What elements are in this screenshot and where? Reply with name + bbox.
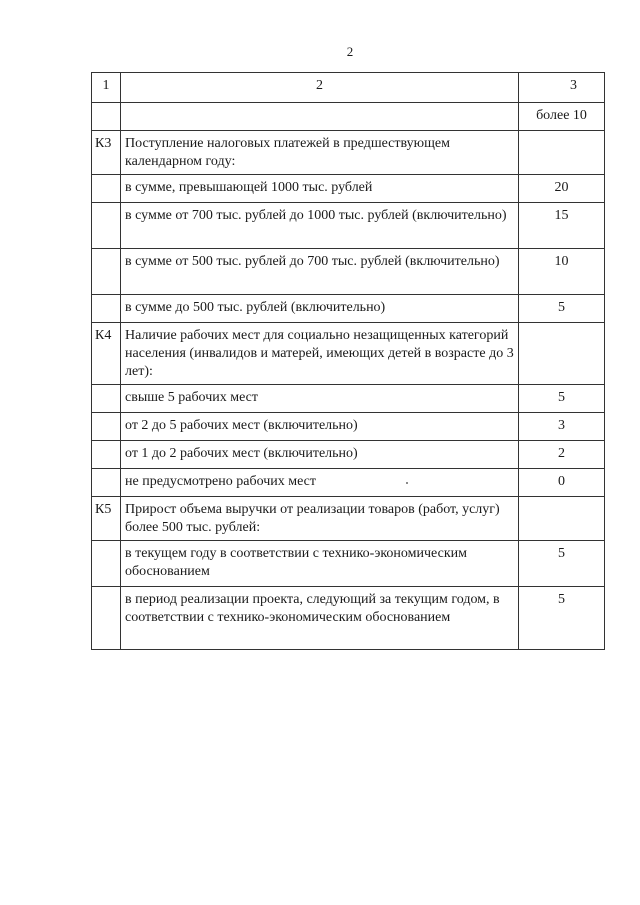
- table-row: [92, 103, 605, 131]
- row-code: [92, 249, 121, 295]
- table-row: [92, 413, 605, 441]
- header-cell-3: 3: [519, 73, 605, 103]
- row-text: в сумме, превышающей 1000 тыс. рублей: [121, 175, 519, 203]
- table-row: [92, 469, 605, 497]
- table-row: [92, 541, 605, 587]
- header-cell-1: 1: [92, 73, 121, 103]
- row-code: [92, 385, 121, 413]
- row-value: более 10: [519, 103, 605, 131]
- table-row: [92, 587, 605, 650]
- row-value: [519, 131, 605, 175]
- row-text: в текущем году в соответствии с технико-экономическим обоснованием: [121, 541, 519, 587]
- table-row: [92, 385, 605, 413]
- row-code: [92, 469, 121, 497]
- row-text: свыше 5 рабочих мест: [121, 385, 519, 413]
- row-code: [92, 175, 121, 203]
- scan-speck: [406, 482, 408, 484]
- row-value: 0: [519, 469, 605, 497]
- row-text: в сумме до 500 тыс. рублей (включительно): [121, 295, 519, 323]
- row-value: 5: [519, 587, 605, 650]
- row-value: 3: [519, 413, 605, 441]
- row-text: Поступление налоговых платежей в предшествующем календарном году:: [121, 131, 519, 175]
- table-row: [92, 295, 605, 323]
- row-value: [519, 497, 605, 541]
- row-text: в сумме от 700 тыс. рублей до 1000 тыс. рублей (включительно): [121, 203, 519, 249]
- row-code: К4: [92, 323, 121, 385]
- row-text: от 2 до 5 рабочих мест (включительно): [121, 413, 519, 441]
- row-text: Прирост объема выручки от реализации товаров (работ, услуг) более 500 тыс. рублей:: [121, 497, 519, 541]
- table-header-row: [92, 73, 605, 103]
- table-row: [92, 131, 605, 175]
- row-value: 2: [519, 441, 605, 469]
- table-row: [92, 249, 605, 295]
- row-text: не предусмотрено рабочих мест: [121, 469, 519, 497]
- table-row: [92, 175, 605, 203]
- row-value: [519, 323, 605, 385]
- row-text: в период реализации проекта, следующий за текущим годом, в соответствии с технико-экономическим обоснованием: [121, 587, 519, 650]
- row-value: 10: [519, 249, 605, 295]
- row-code: К3: [92, 131, 121, 175]
- table-row: [92, 203, 605, 249]
- row-text: от 1 до 2 рабочих мест (включительно): [121, 441, 519, 469]
- row-text: [121, 103, 519, 131]
- row-value: 5: [519, 385, 605, 413]
- row-text: Наличие рабочих мест для социально незащищенных категорий населения (инвалидов и матерей, имеющих детей в возрасте до 3 лет):: [121, 323, 519, 385]
- criteria-table: [91, 72, 605, 650]
- row-code: [92, 203, 121, 249]
- row-code: [92, 441, 121, 469]
- table-row: [92, 497, 605, 541]
- row-code: [92, 103, 121, 131]
- table-row: [92, 323, 605, 385]
- row-value: 5: [519, 541, 605, 587]
- row-code: К5: [92, 497, 121, 541]
- table-row: [92, 441, 605, 469]
- row-value: 15: [519, 203, 605, 249]
- row-code: [92, 587, 121, 650]
- page-number: 2: [346, 44, 354, 59]
- row-value: 20: [519, 175, 605, 203]
- row-code: [92, 413, 121, 441]
- row-text: в сумме от 500 тыс. рублей до 700 тыс. рублей (включительно): [121, 249, 519, 295]
- header-cell-2: 2: [121, 73, 519, 103]
- row-code: [92, 541, 121, 587]
- row-code: [92, 295, 121, 323]
- row-value: 5: [519, 295, 605, 323]
